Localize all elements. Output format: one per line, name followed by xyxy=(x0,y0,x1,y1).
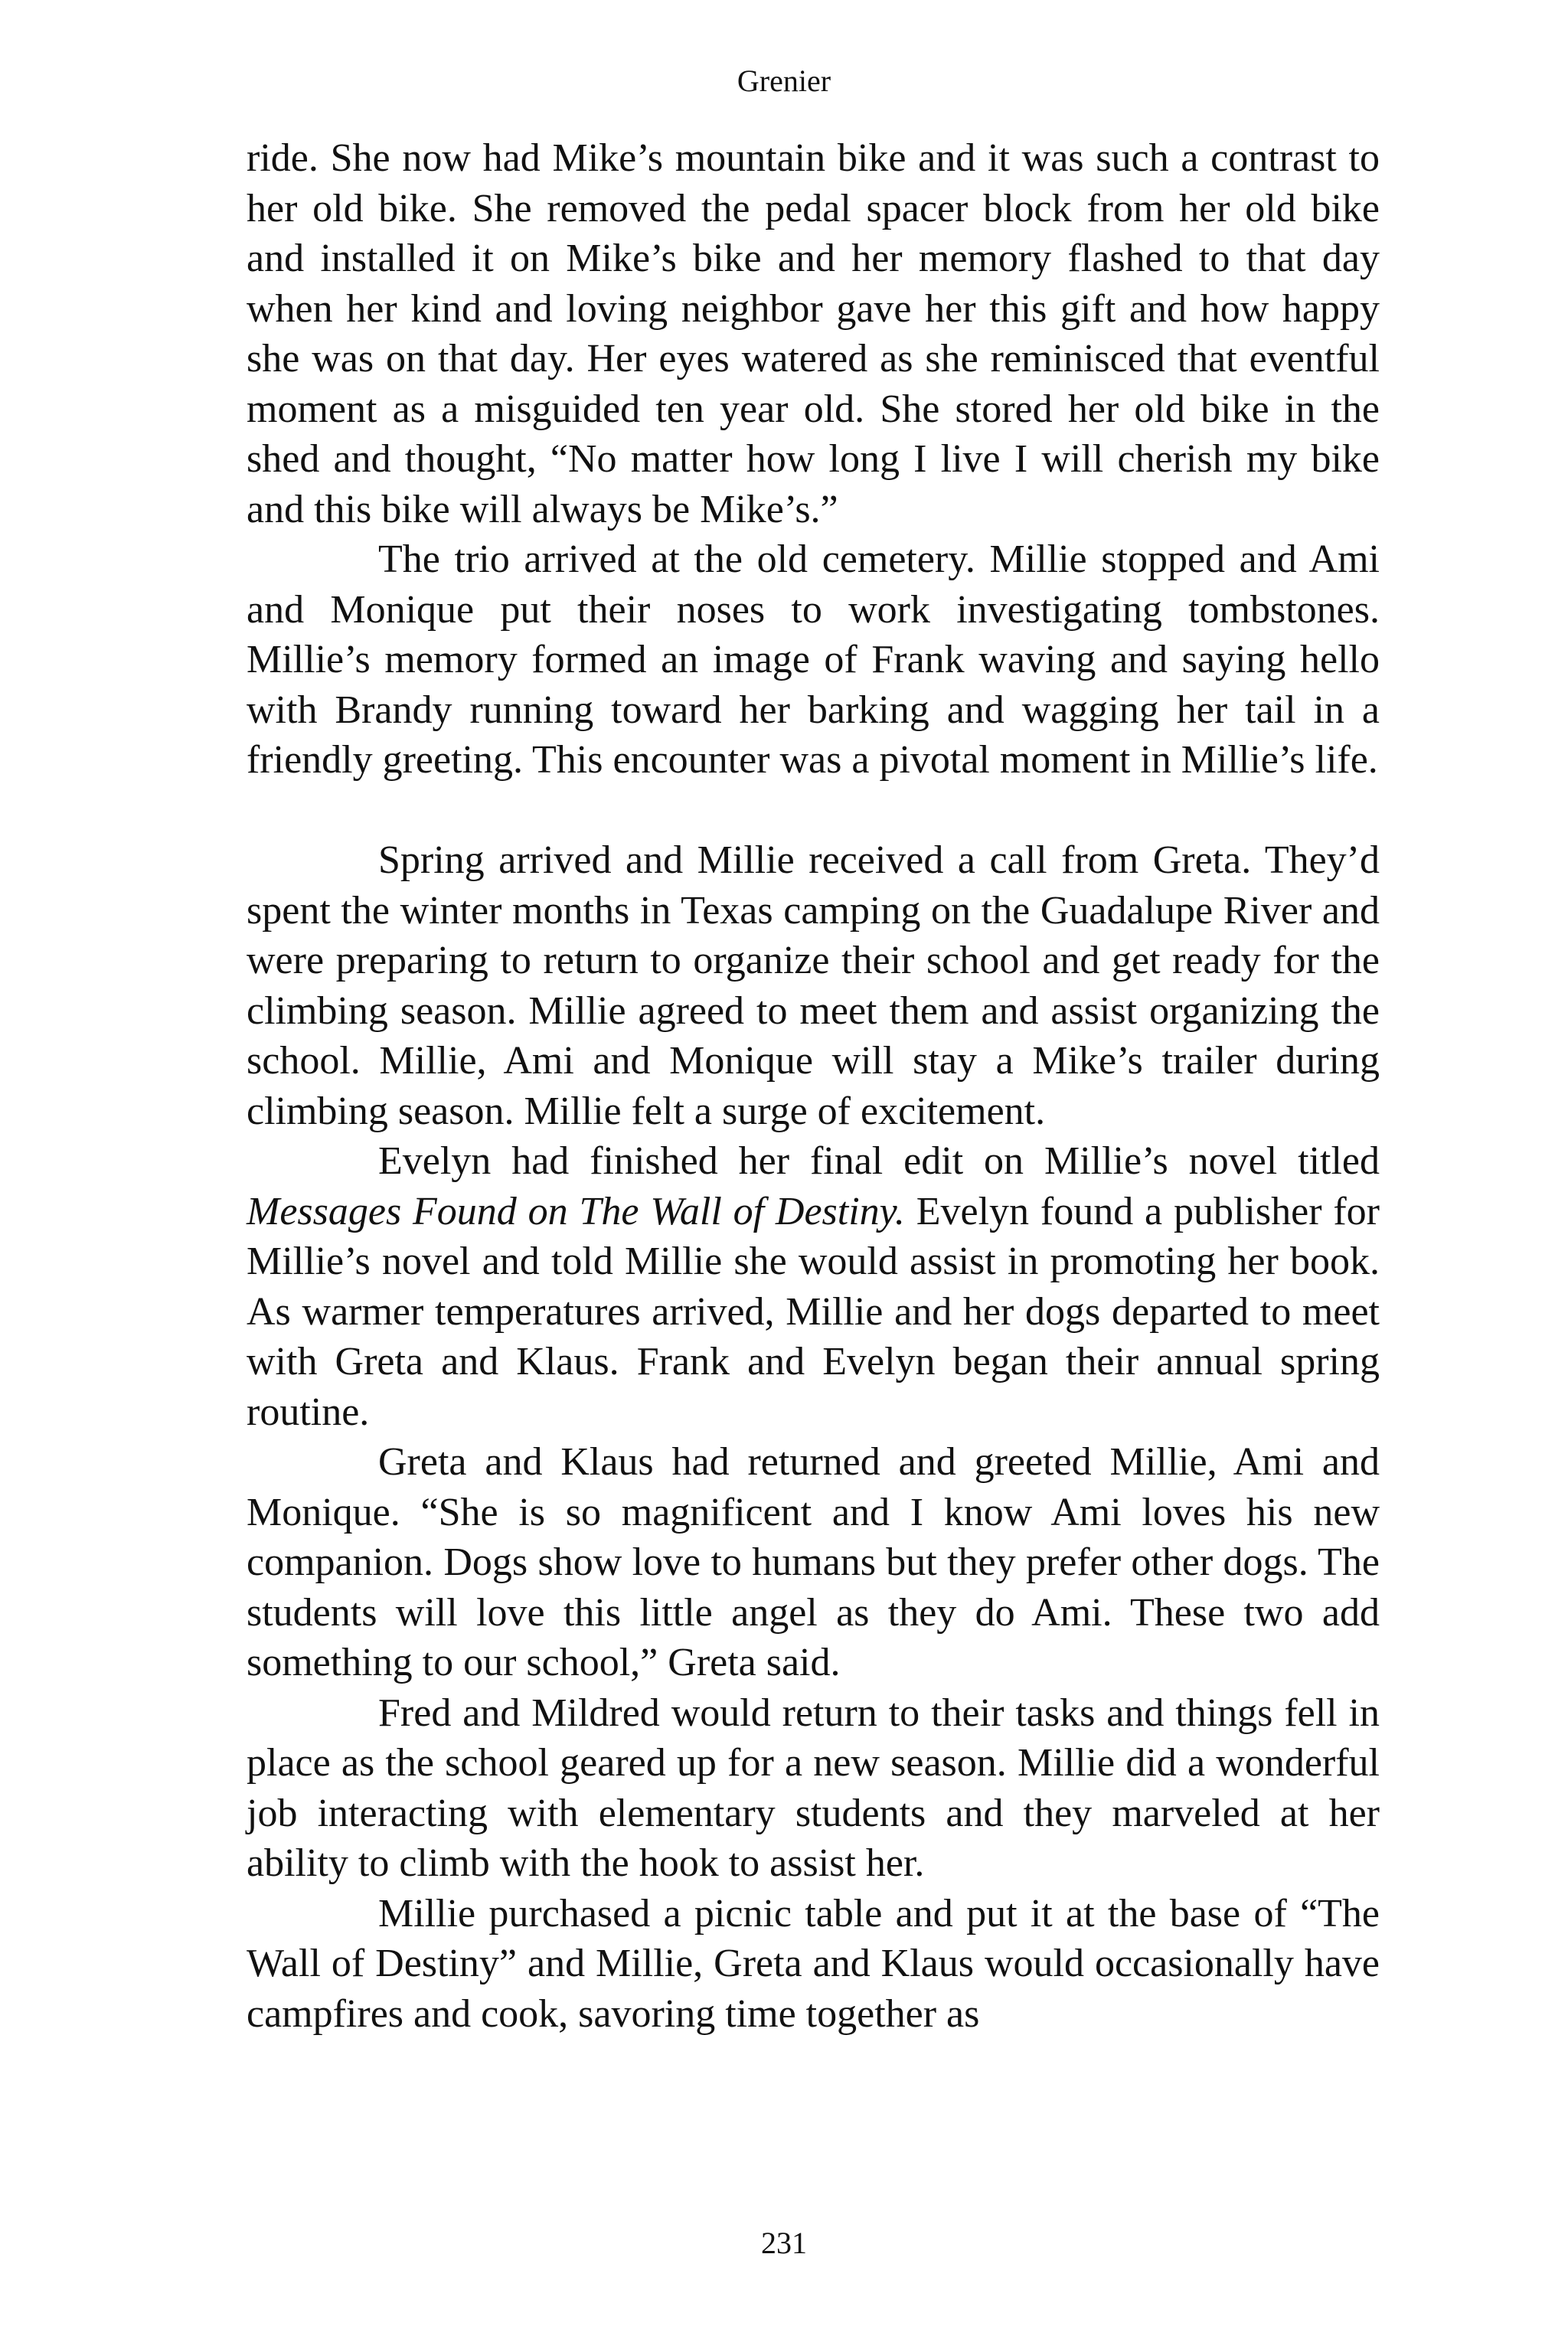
paragraph-3: Spring arrived and Millie received a call from Greta. They’d spent the winter months in Texas camping on the Guadalupe River and were preparing to return to organize their school and get ready for the climbing season. Millie agreed to meet them and assist organizing the school. Millie, Ami and Monique will stay a Mike’s trailer during climbing season. Millie felt a surge of excitement. xyxy=(247,838,1380,1133)
paragraph-2: The trio arrived at the old cemetery. Millie stopped and Ami and Monique put their noses to work investigating tombstones. Millie’s memory formed an image of Frank waving and saying hello with Brandy running toward her barking and wagging her tail in a friendly greeting. This encounter was a pivotal moment in Millie’s life. xyxy=(247,537,1380,782)
paragraph-4-rest: Evelyn found a publisher for Millie’s novel and told Millie she would assist in promoting her book. As warmer temperatures arrived, Millie and her dogs departed to meet with Greta and Klaus. Frank and Evelyn began their annual spring routine. xyxy=(247,1189,1380,1434)
novel-title: Messages Found on The Wall of Destiny. xyxy=(247,1189,905,1233)
paragraph-6: Fred and Mildred would return to their tasks and things fell in place as the school geared up for a new season. Millie did a wonderful job interacting with elementary students and they marveled at her ability to climb with the hook to assist her. xyxy=(247,1690,1380,1885)
paragraph-7: Millie purchased a picnic table and put it at the base of “The Wall of Destiny” and Millie, Greta and Klaus would occasionally have campfires and cook, savoring time together as xyxy=(247,1891,1380,2036)
section-break xyxy=(247,786,1380,836)
paragraph-4 xyxy=(247,1136,1380,1437)
paragraph-1: ride. She now had Mike’s mountain bike and it was such a contrast to her old bike. She removed the pedal spacer block from her old bike and installed it on Mike’s bike and her memory flashed to that day when her kind and loving neighbor gave her this gift and how happy she was on that day. Her eyes watered as she reminisced that eventful moment as a misguided ten year old. She stored her old bike in the shed and thought, “No matter how long I live I will cherish my bike and this bike will always be Mike’s.” xyxy=(247,136,1380,531)
page-number: 231 xyxy=(761,2226,807,2260)
page-body xyxy=(247,133,1380,2039)
running-head: Grenier xyxy=(737,64,831,98)
paragraph-4-lead: Evelyn had finished her final edit on Millie’s novel titled xyxy=(378,1139,1380,1183)
paragraph-5: Greta and Klaus had returned and greeted Millie, Ami and Monique. “She is so magnificent and I know Ami loves his new companion. Dogs show love to humans but they prefer other dogs. The students will love this little angel as they do Ami. These two add something to our school,” Greta said. xyxy=(247,1440,1380,1684)
